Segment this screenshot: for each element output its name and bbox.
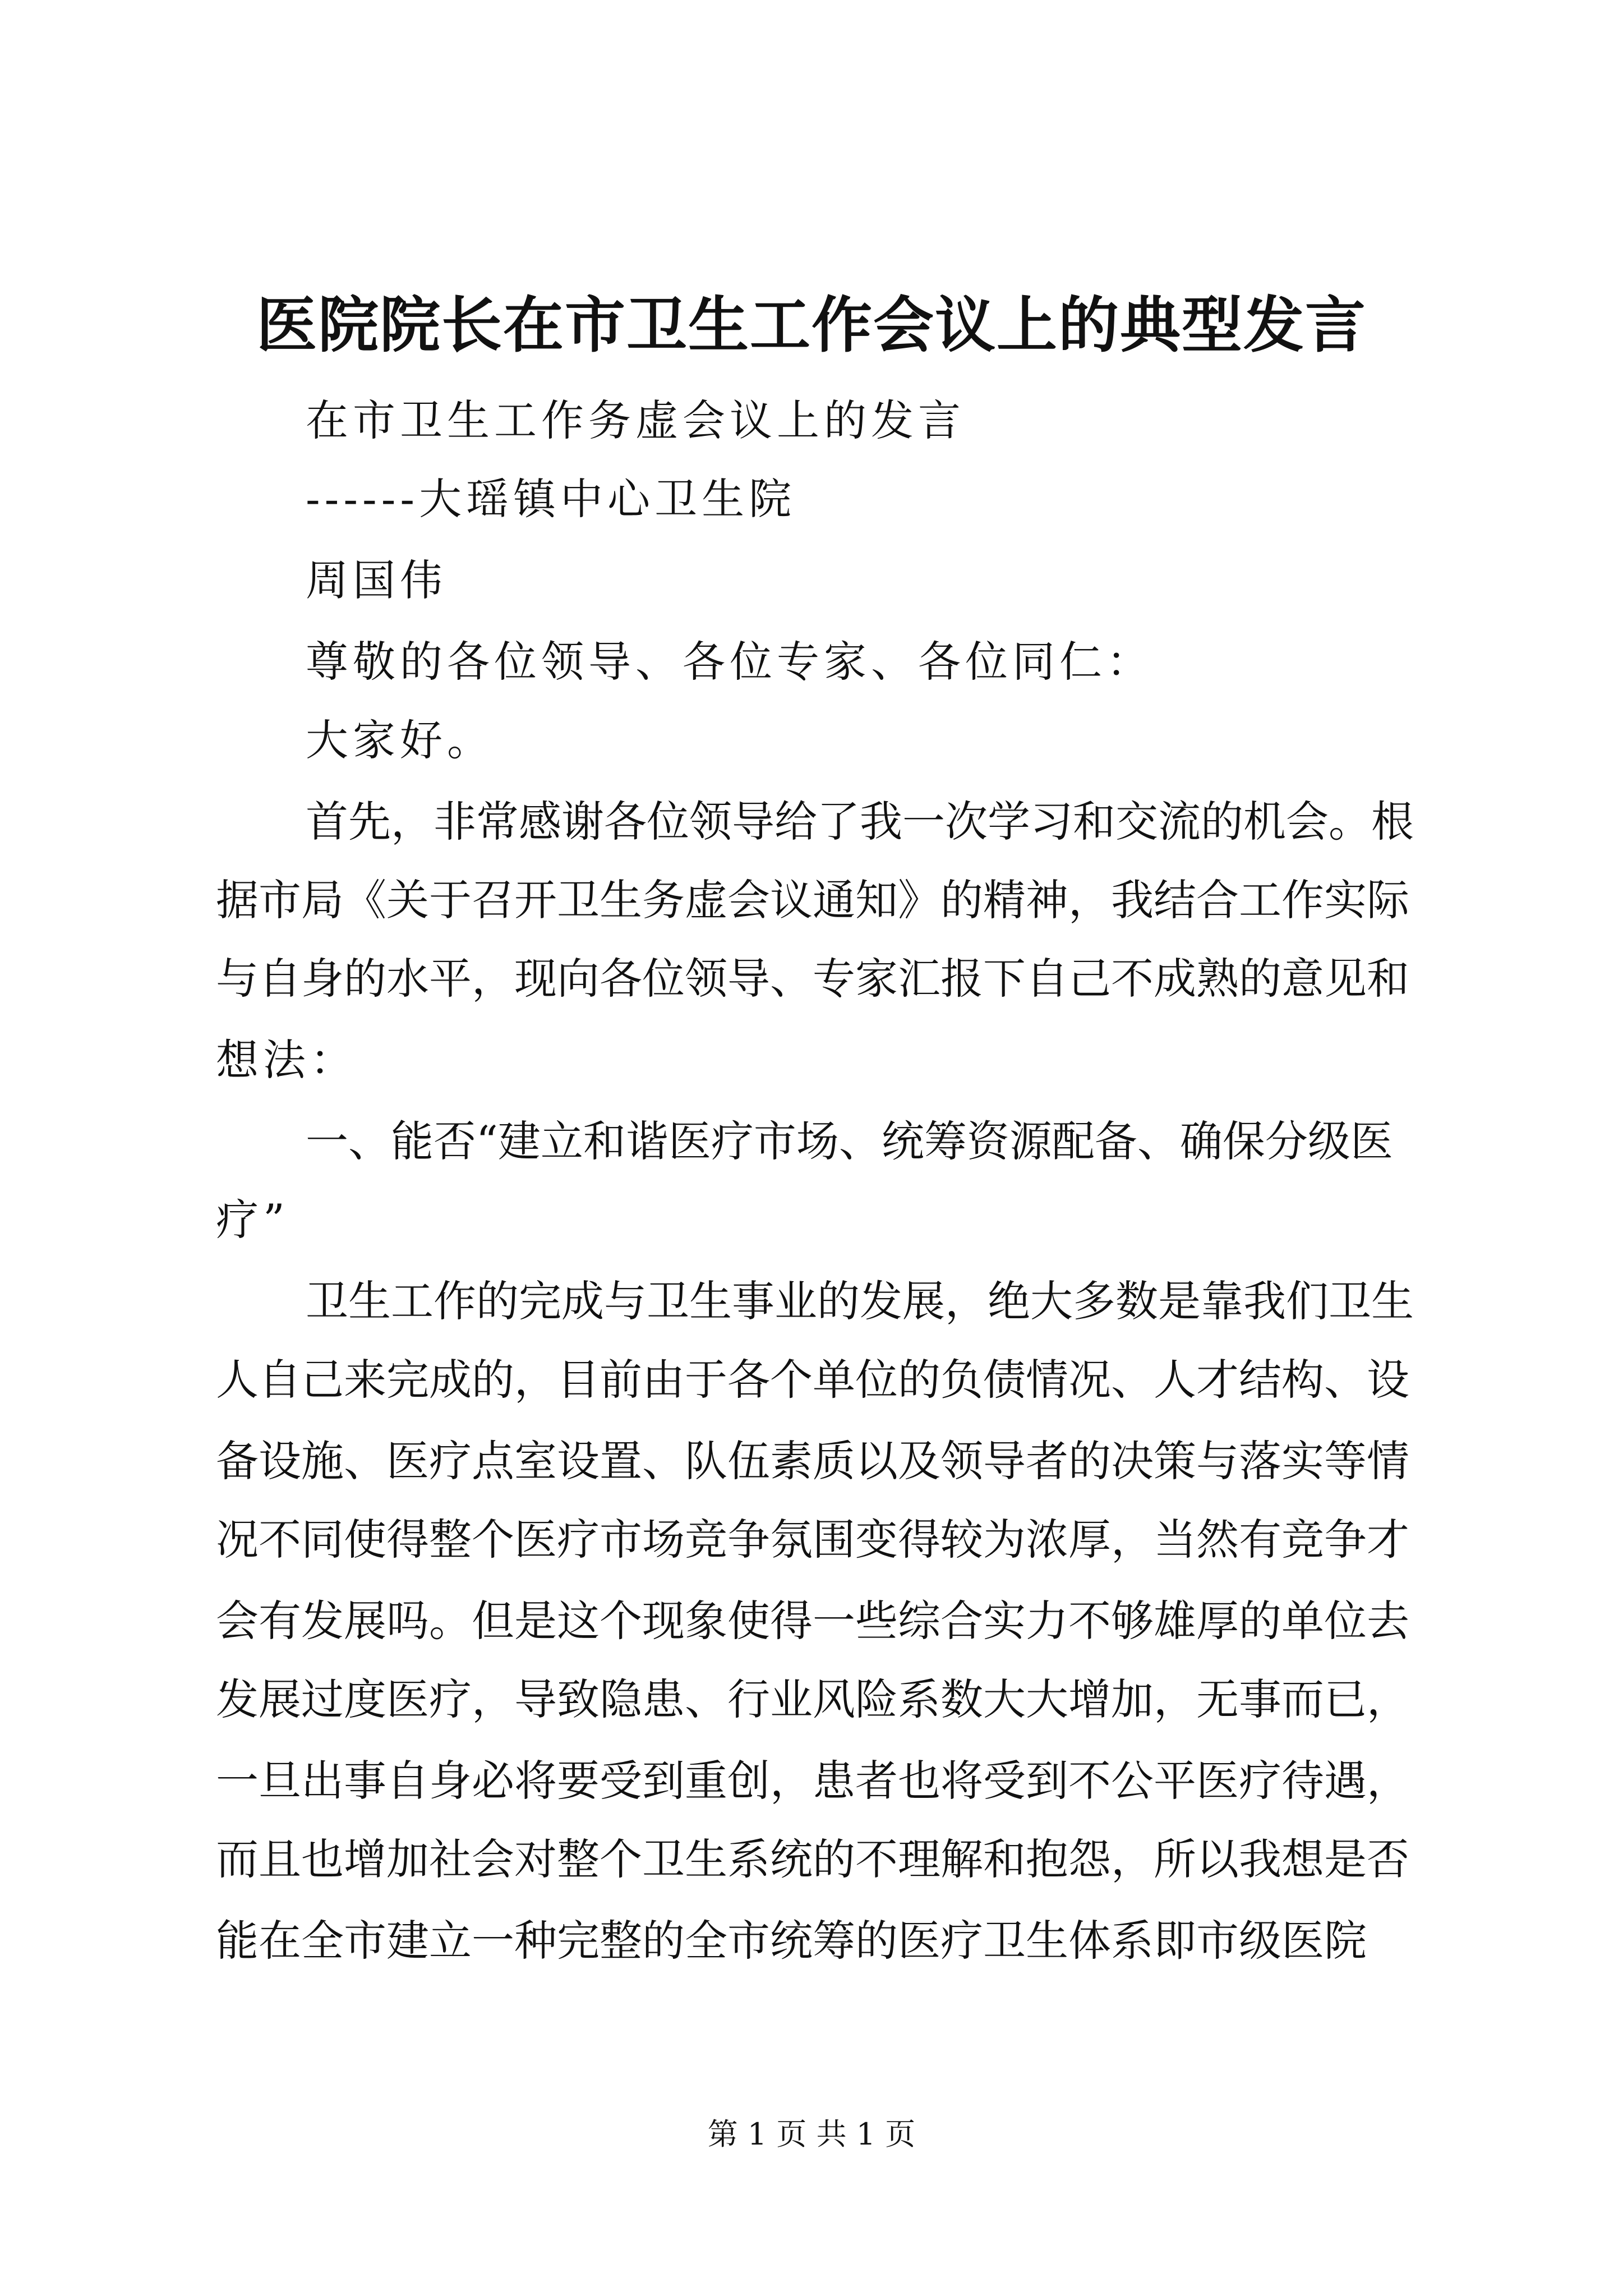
paragraph-line: 发展过度医疗，导致隐患、行业风险系数大大增加，无事而已，	[216, 1674, 1409, 1724]
section-heading-line: 一、能否“建立和谐医疗市场、统筹资源配备、确保分级医	[306, 1116, 1393, 1166]
paragraph-line: 一旦出事自身必将要受到重创，患者也将受到不公平医疗待遇，	[216, 1756, 1409, 1806]
paragraph-line: 据市局《关于召开卫生务虚会议通知》的精神，我结合工作实际	[216, 875, 1409, 925]
paragraph-line: 况不同使得整个医疗市场竞争氛围变得较为浓厚，当然有竞争才	[216, 1515, 1409, 1565]
page-number-footer: 第 1 页 共 1 页	[707, 2116, 916, 2152]
salutation: 尊敬的各位领导、各位专家、各位同仁：	[306, 637, 1154, 687]
paragraph-line: 与自身的水平，现向各位领导、专家汇报下自己不成熟的意见和	[216, 954, 1409, 1004]
paragraph-line: 会有发展吗。但是这个现象使得一些综合实力不够雄厚的单位去	[216, 1596, 1409, 1646]
speaker-organization: ------大瑶镇中心卫生院	[306, 474, 796, 524]
section-heading-line: 疗”	[216, 1195, 289, 1245]
paragraph-line: 能在全市建立一种完整的全市统筹的医疗卫生体系即市级医院	[216, 1916, 1367, 1966]
paragraph-line: 而且也增加社会对整个卫生系统的不理解和抱怨，所以我想是否	[216, 1834, 1409, 1884]
paragraph-line: 想法：	[216, 1035, 357, 1085]
paragraph-line: 人自己来完成的，目前由于各个单位的负债情况、人才结构、设	[216, 1355, 1409, 1405]
document-title: 医院院长在市卫生工作会议上的典型发言	[256, 290, 1367, 361]
paragraph-line: 备设施、医疗点室设置、队伍素质以及领导者的决策与落实等情	[216, 1436, 1409, 1486]
speaker-name: 周国伟	[306, 555, 447, 605]
speech-occasion: 在市卫生工作务虚会议上的发言	[306, 395, 965, 445]
greeting: 大家好。	[306, 715, 494, 765]
paragraph-line: 首先，非常感谢各位领导给了我一次学习和交流的机会。根	[306, 797, 1414, 846]
paragraph-line: 卫生工作的完成与卫生事业的发展，绝大多数是靠我们卫生	[306, 1276, 1414, 1326]
